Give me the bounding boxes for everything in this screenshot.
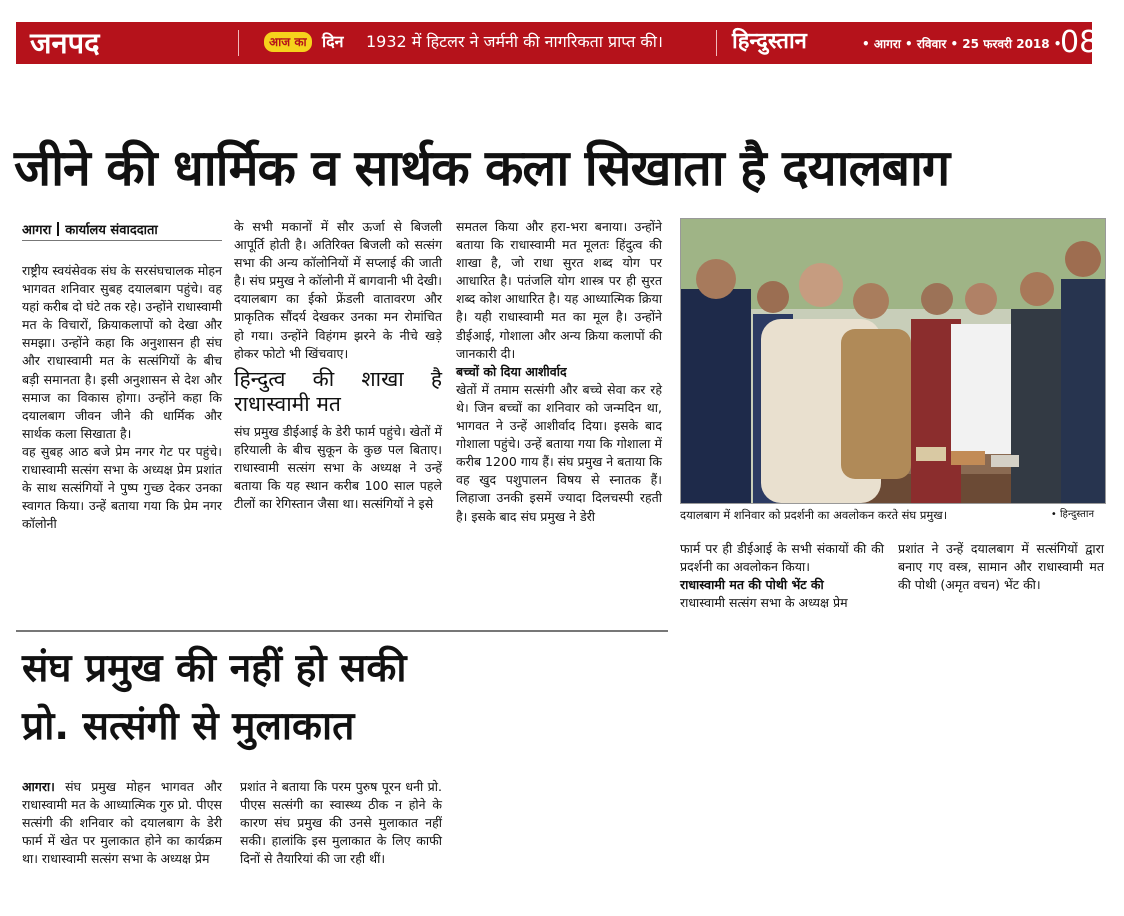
- paragraph: संघ प्रमुख डीईआई के डेरी फार्म पहुंचे। खेतों में हरियाली के बीच सुकून के कुछ पल बिताए। राधास्वामी सत्संग सभा के अध्यक्ष ने उन्हें बताया कि यह स्थान करीब 100 साल पहले टीलों का रेगिस्तान जैसा था। सत्संगियों ने इसे: [234, 423, 442, 512]
- paragraph: के सभी मकानों में सौर ऊर्जा से बिजली आपूर्ति होती है। अतिरिक्त बिजली को सत्संग सभा की अन्य कॉलोनियों में सप्लाई की जाती है। संघ प्रमुख ने कॉलोनी में बागवानी भी देखी। दयालबाग का ईको फ्रेंडली वातावरण और प्राकृतिक सौंदर्य देखकर उनका मन रोमांचित हो गया। उन्होंने विहंगम झरने के नीचे खड़े होकर फोटो भी खिंचवाए।: [234, 219, 442, 361]
- dateline-reporter: कार्यालय संवाददाता: [65, 223, 158, 238]
- section-title: जनपद: [30, 26, 100, 60]
- aaj-ka-din-label: दिन: [322, 32, 344, 51]
- article-column-1: [22, 262, 222, 533]
- photo-credit: • हिन्दुस्तान: [1050, 509, 1094, 520]
- photo-caption: [680, 506, 1104, 524]
- page-number: 08: [1060, 25, 1099, 60]
- paragraph: प्रशांत ने उन्हें दयालबाग में सत्संगियों द्वारा बनाए गए वस्त्र, सामान और राधास्वामी मत की पोथी (अमृत वचन) भेंट की।: [898, 541, 1104, 593]
- article2-column-2: [240, 778, 442, 868]
- paragraph-text: संघ प्रमुख मोहन भागवत और राधास्वामी मत के आध्यात्मिक गुरु प्रो. पीएस सत्संगी की शनिवार को दयालबाग के डेरी फार्म में खेत पर मुलाकात होने का कार्यक्रम था। राधास्वामी सत्संग सभा के अध्यक्ष प्रेम: [22, 779, 222, 867]
- masthead-divider: [716, 30, 717, 56]
- article2-column-1: [22, 778, 222, 868]
- section-subheading: हिन्दुत्व की शाखा है राधास्वामी मत: [234, 366, 442, 416]
- newspaper-name: हिन्दुस्तान: [732, 29, 807, 54]
- paragraph: [22, 778, 222, 868]
- article-column-4: [680, 540, 884, 612]
- dateline-place: आगरा।: [22, 779, 55, 794]
- article-column-3: [456, 218, 662, 526]
- masthead-divider: [238, 30, 239, 56]
- today-in-history: 1932 में हिटलर ने जर्मनी की नागरिकता प्राप्त की।: [366, 32, 663, 51]
- subheading: बच्चों को दिया आशीर्वाद: [456, 363, 567, 379]
- dateline-place: आगरा: [22, 223, 52, 238]
- aaj-ka-badge: आज का: [264, 32, 312, 52]
- article-divider: [16, 630, 668, 632]
- article-column-2: [234, 218, 442, 513]
- dateline-separator: [57, 222, 59, 236]
- paragraph: फार्म पर ही डीईआई के सभी संकायों की की प्रदर्शनी का अवलोकन किया।: [680, 541, 884, 575]
- paragraph: राधास्वामी सत्संग सभा के अध्यक्ष प्रेम: [680, 595, 848, 611]
- masthead-bar: [16, 22, 1099, 64]
- dateline-rule: [22, 240, 222, 241]
- photo-illustration: [681, 219, 1105, 503]
- edition-date: • आगरा • रविवार • 25 फरवरी 2018 •: [862, 37, 1062, 51]
- dateline: [22, 220, 158, 238]
- paragraph: वह सुबह आठ बजे प्रेम नगर गेट पर पहुंचे। राधास्वामी सत्संग सभा के अध्यक्ष प्रेम प्रशांत के साथ सत्संगियों ने पुष्प गुच्छ देकर उनका स्वागत किया। उन्हें बताया गया कि प्रेम नगर कॉलोनी: [22, 443, 222, 532]
- secondary-headline: संघ प्रमुख की नहीं हो सकी प्रो. सत्संगी से मुलाकात: [22, 646, 407, 749]
- paragraph: समतल किया और हरा-भरा बनाया। उन्होंने बताया कि राधास्वामी मत मूलतः हिंदुत्व की शाखा है, जो राधा सुरत शब्द योग पर आधारित है। पतंजलि योग शास्त्र पर ही सुरत शब्द कोश आधारित है। यह आध्यात्मिक क्रिया है। यही राधास्वामी मत का मूल है। उन्होंने डीईआई, गोशाला और अन्य क्रिया कलापों की जानकारी दी।: [456, 219, 662, 361]
- paragraph: राष्ट्रीय स्वयंसेवक संघ के सरसंघचालक मोहन भागवत शनिवार सुबह दयालबाग पहुंचे। वह यहां करीब दो घंटे तक रहे। उन्होंने राधास्वामी मत के विचारों, क्रियाकलापों को देखा और समझा। उन्होंने कहा कि अनुशासन ही संघ और राधास्वामी मत के सत्संगियों के बीच बड़ी समानता है। इसी अनुशासन से देश और समाज का विकास होगा। उन्होंने कहा कि दयालबाग जीवन जीने की धार्मिक और सार्थक कला सिखाता है।: [22, 263, 222, 441]
- main-headline: जीने की धार्मिक व सार्थक कला सिखाता है दयालबाग: [14, 139, 950, 197]
- article-column-5: [898, 540, 1104, 594]
- paragraph: प्रशांत ने बताया कि परम पुरुष पूरन धनी प्रो. पीएस सत्संगी का स्वास्थ्य ठीक न होने के कारण संघ प्रमुख की उनसे मुलाकात नहीं सकी। हालांकि इस मुलाकात के लिए काफी दिनों से तैयारियां की जा रही थीं।: [240, 779, 442, 867]
- subheading: राधास्वामी मत की पोथी भेंट की: [680, 577, 824, 593]
- news-photo: [680, 218, 1106, 504]
- paragraph: खेतों में तमाम सत्संगी और बच्चे सेवा कर रहे थे। जिन बच्चों का शनिवार को जन्मदिन था, भागवत ने उन्हें आशीर्वाद दिया। इसके बाद गोशाला पहुंचे। उन्हें बताया गया कि गोशाला में करीब 1200 गाय हैं। संघ प्रमुख ने बताया कि वह खुद पशुपालन विषय से स्नातक हैं। लिहाजा उनकी इसमें ज्यादा दिलचस्पी रहती है। इसके बाद संघ प्रमुख ने डेरी: [456, 381, 662, 524]
- caption-text: दयालबाग में शनिवार को प्रदर्शनी का अवलोकन करते संघ प्रमुख।: [680, 508, 948, 522]
